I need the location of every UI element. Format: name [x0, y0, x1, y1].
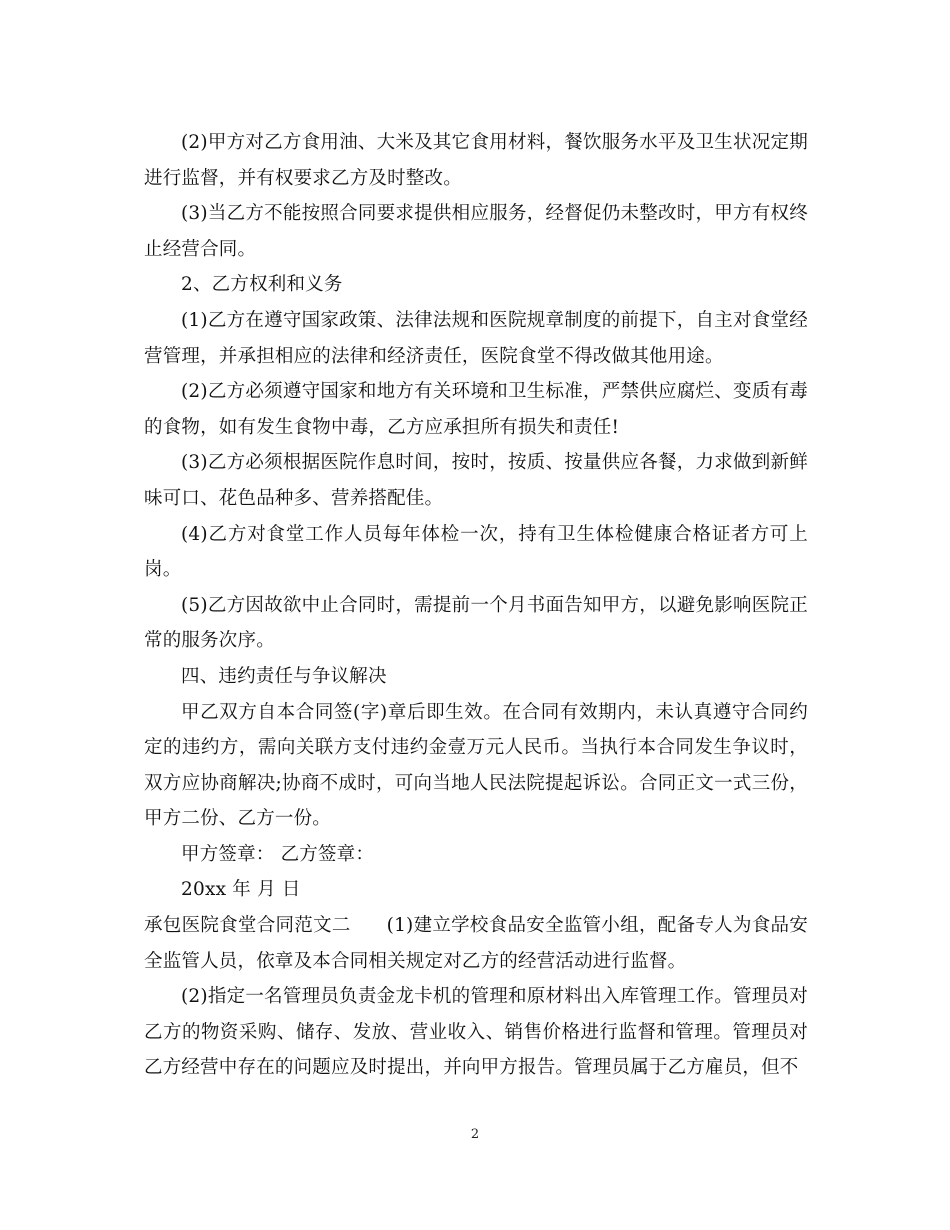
- heading-breach-liability: 四、违约责任与争议解决: [181, 665, 387, 687]
- signature-line: 甲方签章： 乙方签章：: [181, 843, 375, 865]
- page-number: 2: [470, 1127, 480, 1142]
- section-two-item-1: (1)建立学校食品安全监管小组，配备专人为食品安全监管人员，依章及本合同相关规定对乙方的经营活动进行监督。: [144, 915, 809, 972]
- heading-party-b-rights: 2、乙方权利和义务: [181, 274, 343, 296]
- paragraph-manager-duties: (2)指定一名管理员负责金龙卡机的管理和原材料出入库管理工作。管理员对乙方的物资采购、储存、发放、营业收入、销售价格进行监督和管理。管理员对乙方经营中存在的问题应及时提出，并向甲方报告。管理员属于乙方雇员，但不: [144, 986, 808, 1079]
- section-two-paragraph: [144, 908, 808, 979]
- paragraph-party-b-item-4: (4)乙方对食堂工作人员每年体检一次，持有卫生体检健康合格证者方可上岗。: [144, 523, 808, 581]
- section-two-title: 承包医院食堂合同范文二: [144, 915, 351, 937]
- document-body: [144, 125, 808, 1086]
- paragraph-party-b-item-1: (1)乙方在遵守国家政策、法律法规和医院规章制度的前提下，自主对食堂经营管理，并承担相应的法律和经济责任，医院食堂不得改做其他用途。: [144, 309, 808, 367]
- paragraph-party-b-item-5: (5)乙方因故欲中止合同时，需提前一个月书面告知甲方，以避免影响医院正常的服务次序。: [144, 594, 808, 652]
- paragraph-party-b-item-3: (3)乙方必须根据医院作息时间，按时，按质、按量供应各餐，力求做到新鲜味可口、花色品种多、营养搭配佳。: [144, 452, 808, 509]
- paragraph-party-b-item-2: (2)乙方必须遵守国家和地方有关环境和卫生标准，严禁供应腐烂、变质有毒的食物，如有发生食物中毒，乙方应承担所有损失和责任!: [144, 381, 808, 438]
- paragraph-breach-terms: 甲乙双方自本合同签(字)章后即生效。在合同有效期内，未认真遵守合同约定的违约方，需向关联方支付违约金壹万元人民币。当执行本合同发生争议时，双方应协商解决;协商不成时，可向当地人民法院提起诉讼。合同正文一式三份，甲方二份、乙方一份。: [144, 701, 808, 830]
- paragraph-party-a-supervision: (2)甲方对乙方食用油、大米及其它食用材料，餐饮服务水平及卫生状况定期进行监督，并有权要求乙方及时整改。: [144, 132, 808, 189]
- date-line: 20xx 年 月 日: [181, 879, 301, 901]
- paragraph-party-a-termination: (3)当乙方不能按照合同要求提供相应服务，经督促仍未整改时，甲方有权终止经营合同。: [144, 203, 808, 260]
